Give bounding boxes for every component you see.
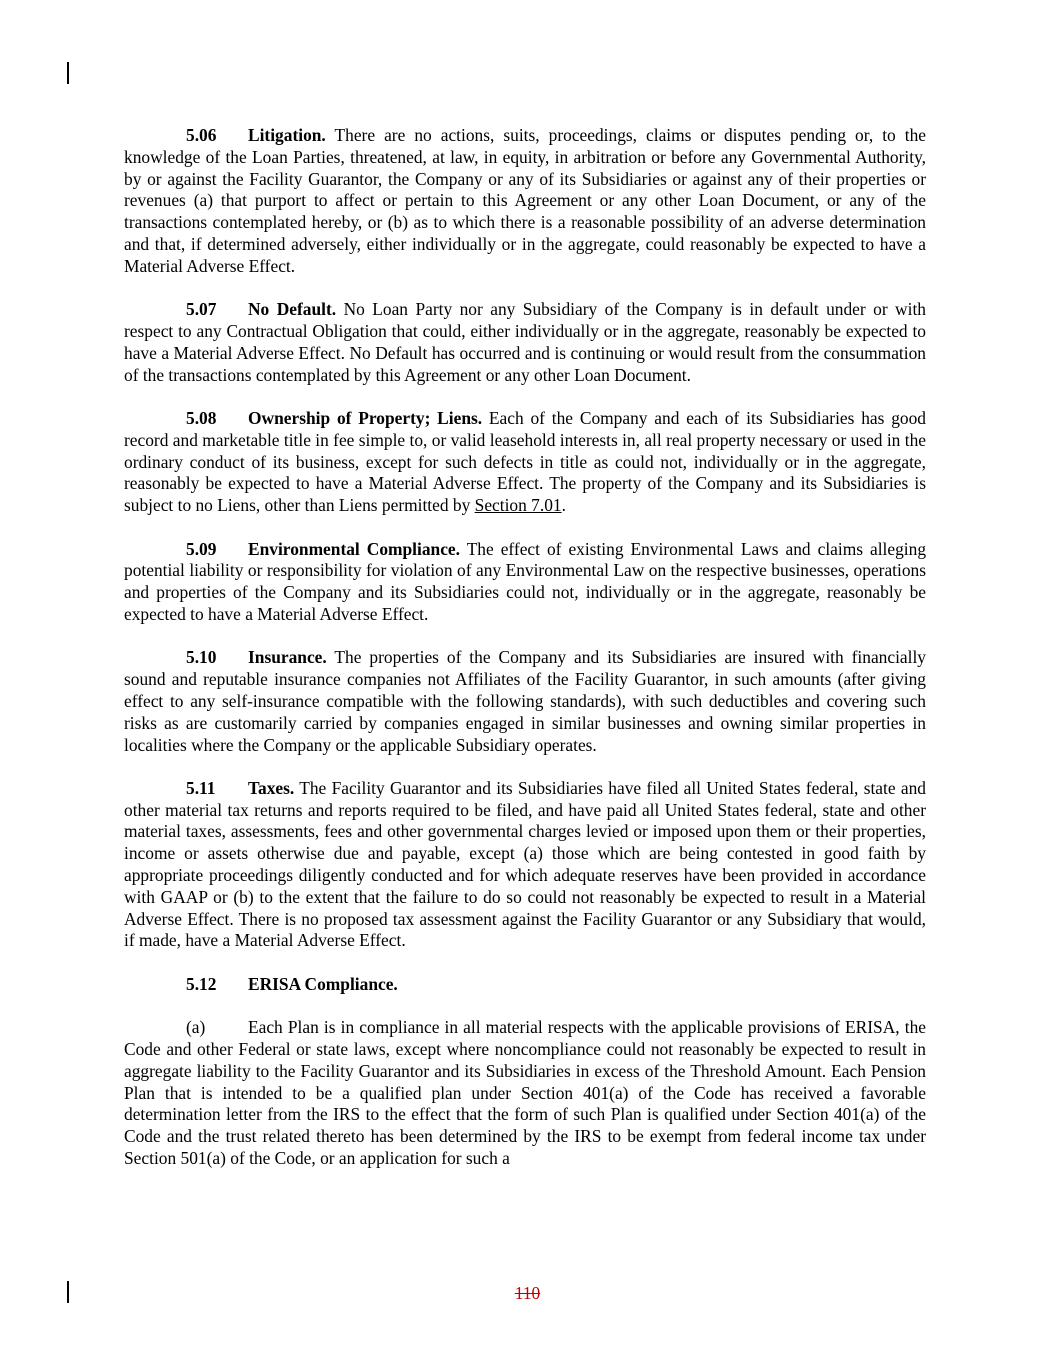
section-number: 5.12 <box>186 973 217 994</box>
section-number: 5.06 <box>186 125 217 145</box>
section-text: The effect of existing Environmental Laws and claims alleging potential liability or responsibility for violation of any Environmental Law on the respective businesses, operations and properties of the Company and its Subsidiaries could not, individually or in the aggregate, reasonably be expected to have a Material Adverse Effect. <box>124 538 927 624</box>
section-heading: Taxes. <box>248 777 295 798</box>
section-heading: Environmental Compliance. <box>248 538 460 559</box>
section-text: No Loan Party nor any Subsidiary of the Company is in default under or with respect to any Contractual Obligation that could, either individually or in the aggregate, reasonably be expected to have a Material Adverse Effect. No Default has occurred and is continuing or would result from the consummation of the transactions contemplated by this Agreement or any other Loan Document. <box>124 299 926 385</box>
section-text: Each of the Company and each of its Subsidiaries has good record and marketable title in fee simple to, or valid leasehold interests in, all real property necessary or used in the ordinary conduct of its business, except for such defects in title as could not, individually or in the aggregate, reasonably be expected to have a Material Adverse Effect. The property of the Company and its Subsidiaries is subject to no Liens, other than Liens permitted by <box>124 407 926 516</box>
section-5-06 <box>124 125 926 278</box>
section-5-08 <box>124 408 926 517</box>
section-text: The Facility Guarantor and its Subsidiaries have filed all United States federal, state and other material tax returns and reports required to be filed, and have paid all United States federal, state and other material taxes, assessments, fees and other governmental charges levied or imposed upon them or their properties, income or assets otherwise due and payable, except (a) those which are being contested in good faith by appropriate proceedings diligently conducted and for which adequate reserves have been provided in accordance with GAAP or (b) to the extent that the failure to do so could not reasonably be expected to result in a Material Adverse Effect. There is no proposed tax assessment against the Facility Guarantor or any Subsidiary that would, if made, have a Material Adverse Effect. <box>124 777 926 951</box>
section-5-07 <box>124 299 926 386</box>
revision-change-bar-top <box>67 62 69 84</box>
section-5-10 <box>124 647 926 756</box>
section-text: There are no actions, suits, proceedings, claims or disputes pending or, to the knowledge of the Loan Parties, threatened, at law, in equity, in arbitration or before any Governmental Authority, by or against the Facility Guarantor, the Company or any of its Subsidiaries or against any of their properties or revenues (a) that purport to affect or pertain to this Agreement or any other Loan Document, or any of the transactions contemplated hereby, or (b) as to which there is a reasonable possibility of an adverse determination and that, if determined adversely, either individually or in the aggregate, could reasonably be expected to have a Material Adverse Effect. <box>124 125 926 276</box>
section-5-11 <box>124 778 926 952</box>
section-heading: ERISA Compliance. <box>248 973 398 994</box>
section-5-12 <box>124 974 926 996</box>
section-text: The properties of the Company and its Subsidiaries are insured with financially sound and reputable insurance companies not Affiliates of the Facility Guarantor, in such amounts (after giving effect to any self-insurance compatible with the following standards), with such deductibles and covering such risks as are customarily carried by companies engaged in similar businesses and owning similar properties in localities where the Company or the applicable Subsidiary operates. <box>124 647 926 755</box>
section-number: 5.08 <box>186 407 217 428</box>
section-cross-reference-link[interactable]: Section 7.01 <box>474 495 562 516</box>
section-heading: Ownership of Property; Liens. <box>248 407 483 428</box>
section-text-tail: . <box>561 495 566 516</box>
subsection-a <box>124 1017 926 1170</box>
page-number: 110 <box>514 1283 541 1303</box>
section-heading: No Default. <box>248 299 337 320</box>
section-heading: Litigation. <box>248 125 326 145</box>
page-content <box>124 125 926 1191</box>
section-heading: Insurance. <box>248 647 327 668</box>
section-5-09 <box>124 539 926 626</box>
section-number: 5.11 <box>186 777 216 798</box>
section-number: 5.10 <box>186 647 217 668</box>
subsection-text: Each Plan is in compliance in all material respects with the applicable provisions of ERISA, the Code and other Federal or state laws, except where noncompliance could not reasonably be expected to result in aggregate liability to the Facility Guarantor and its Subsidiaries in excess of the Threshold Amount. Each Pension Plan that is intended to be a qualified plan under Section 401(a) of the Code has received a favorable determination letter from the IRS to the effect that the form of such Plan is qualified under Section 401(a) of the Code and the trust related thereto has been determined by the IRS to be exempt from federal income tax under Section 501(a) of the Code, or an application for such a <box>124 1017 926 1169</box>
section-number: 5.07 <box>186 299 217 320</box>
subsection-label: (a) <box>186 1017 206 1038</box>
section-number: 5.09 <box>186 538 217 559</box>
